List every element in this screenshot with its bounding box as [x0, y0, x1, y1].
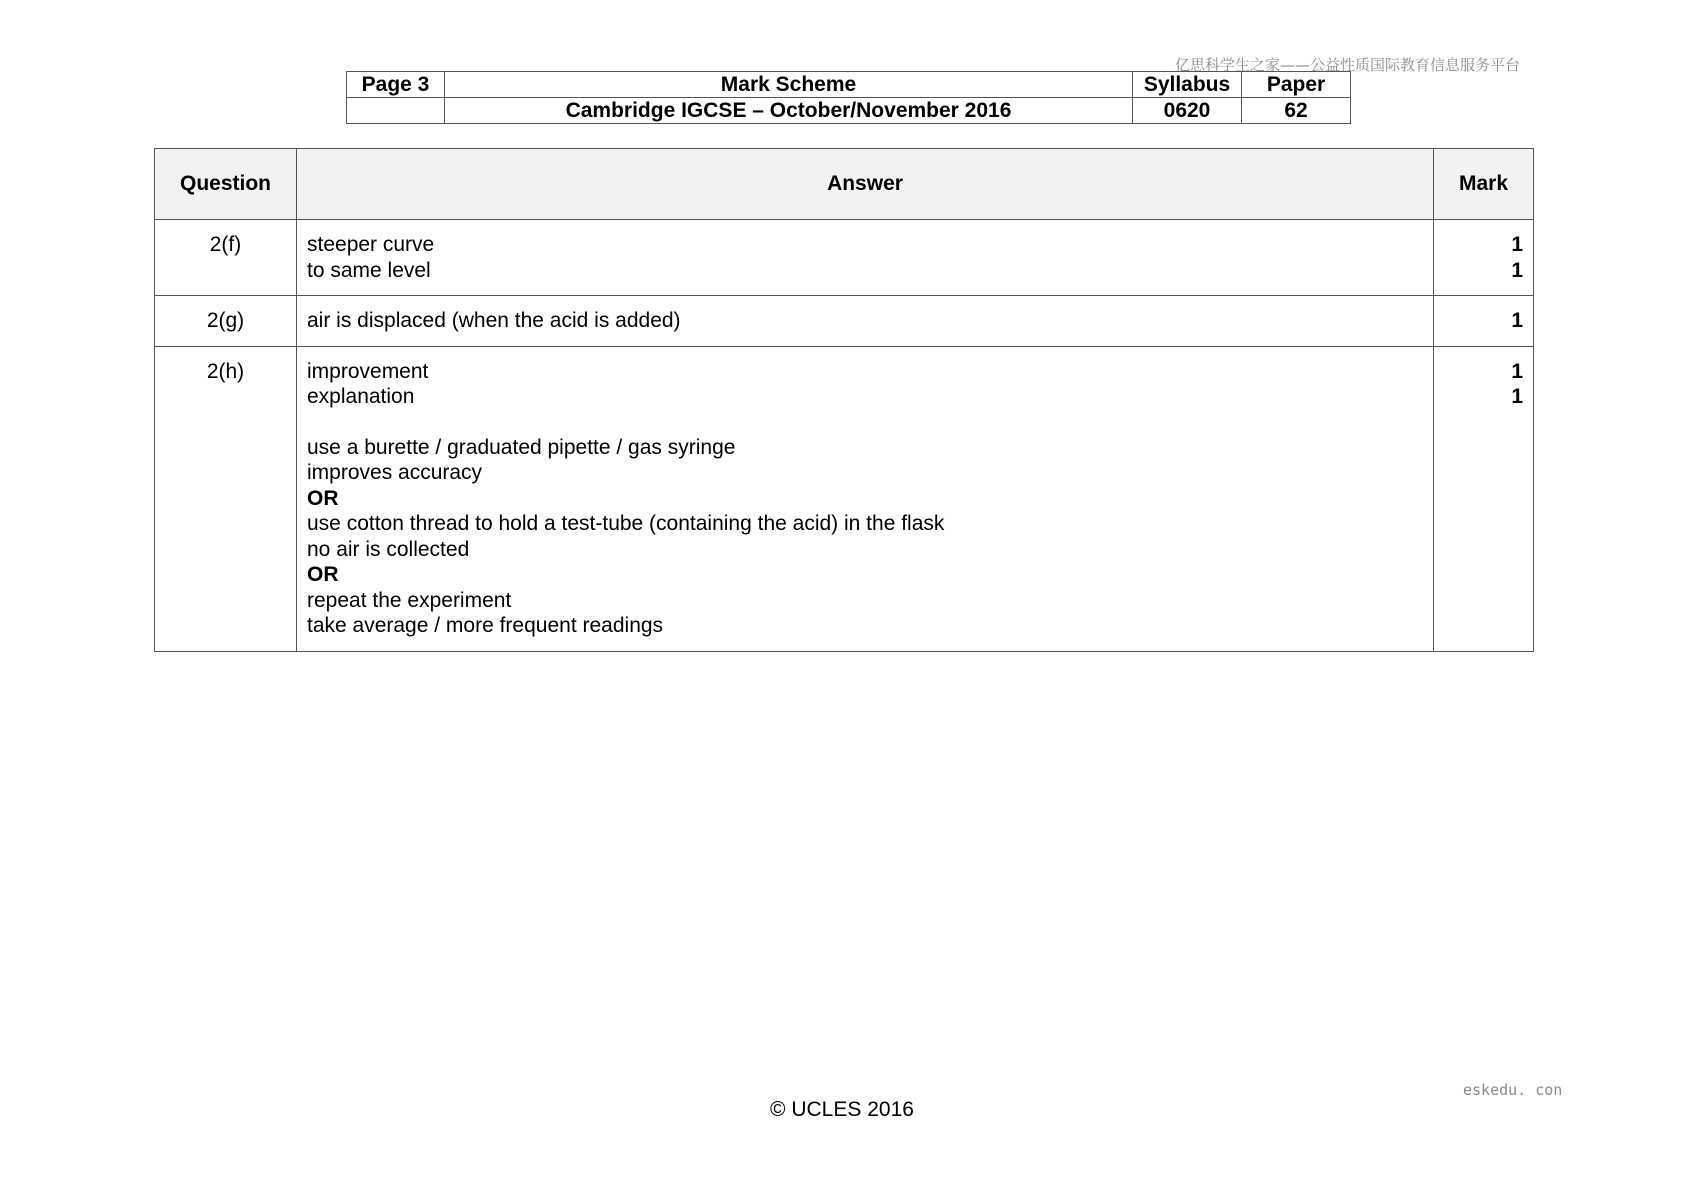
- mark-cell: [1434, 346, 1534, 651]
- mark-header: Mark: [1434, 149, 1534, 220]
- exam-title: Cambridge IGCSE – October/November 2016: [445, 98, 1133, 124]
- or-separator: OR: [307, 563, 339, 586]
- answer-cell: [297, 220, 1434, 296]
- answer-line: improves accuracy: [307, 461, 483, 484]
- question-header: Question: [155, 149, 297, 220]
- watermark-footer: eskedu. con: [1463, 1081, 1563, 1099]
- question-number: 2(h): [155, 346, 297, 651]
- document-header: [346, 71, 1351, 124]
- mark-cell: [1434, 296, 1534, 347]
- question-number: 2(g): [155, 296, 297, 347]
- empty-cell: [347, 98, 445, 124]
- answer-line: explanation: [307, 385, 415, 408]
- watermark-header: 亿思科学生之家——公益性质国际教育信息服务平台: [1175, 56, 1521, 74]
- answer-line: take average / more frequent readings: [307, 614, 664, 637]
- syllabus-code: 0620: [1133, 98, 1242, 124]
- answer-line: repeat the experiment: [307, 588, 512, 612]
- answer-line: improvement: [307, 359, 429, 383]
- page-number: Page 3: [347, 72, 445, 98]
- table-header-row: [155, 149, 1534, 220]
- mark-value: 1: [1511, 233, 1523, 256]
- paper-number: 62: [1242, 98, 1351, 124]
- answer-header: Answer: [297, 149, 1434, 220]
- mark-value: 1: [1511, 258, 1523, 282]
- mark-value: 1: [1511, 385, 1523, 408]
- answer-line: air is displaced (when the acid is added): [307, 309, 681, 332]
- document-title: Mark Scheme: [445, 72, 1133, 98]
- answer-line: steeper curve: [307, 233, 435, 256]
- or-separator: OR: [307, 486, 339, 510]
- spacer: [307, 410, 1423, 435]
- mark-value: 1: [1511, 309, 1523, 332]
- answer-line: use cotton thread to hold a test-tube (containing the acid) in the flask: [307, 512, 945, 535]
- syllabus-label: Syllabus: [1133, 72, 1242, 98]
- paper-label: Paper: [1242, 72, 1351, 98]
- answer-line: to same level: [307, 258, 431, 282]
- mark-value: 1: [1511, 359, 1523, 383]
- table-row: [155, 220, 1534, 296]
- answer-cell: [297, 296, 1434, 347]
- question-number: 2(f): [155, 220, 297, 296]
- mark-scheme-table: [154, 148, 1534, 652]
- mark-cell: [1434, 220, 1534, 296]
- answer-line: use a burette / graduated pipette / gas syringe: [307, 435, 736, 459]
- table-row: [155, 346, 1534, 651]
- answer-cell: [297, 346, 1434, 651]
- copyright-footer: © UCLES 2016: [770, 1098, 914, 1121]
- answer-line: no air is collected: [307, 537, 470, 561]
- table-row: [155, 296, 1534, 347]
